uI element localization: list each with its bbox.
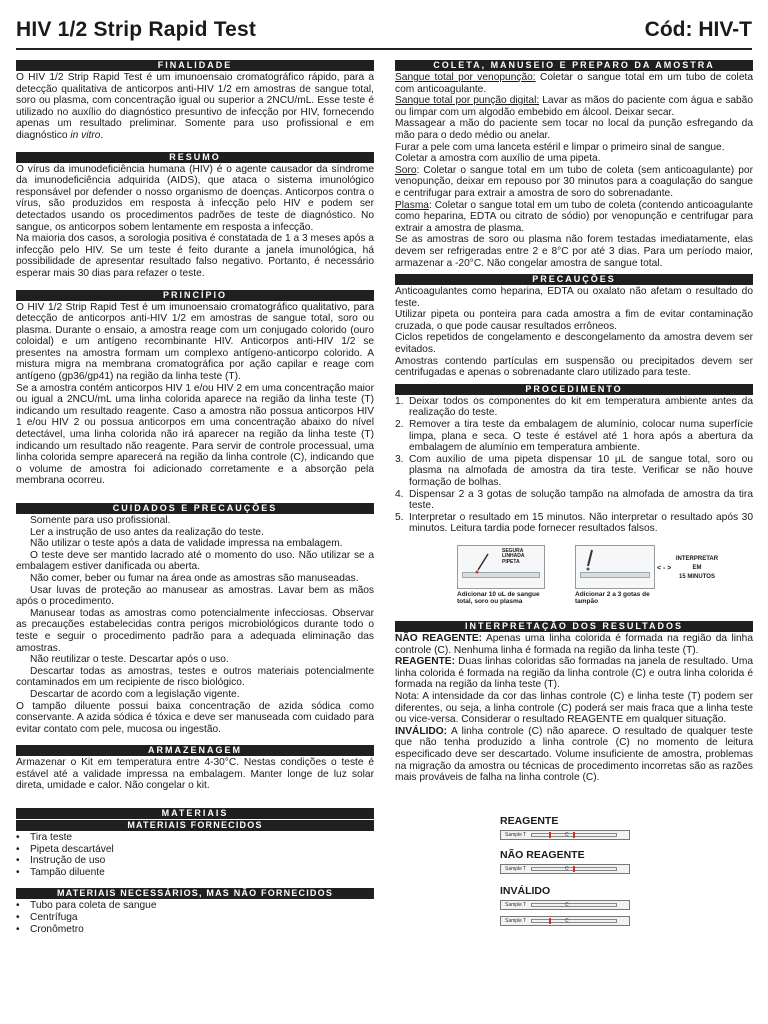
coleta-soro: Soro: Coletar o sangue total em um tubo de coleta (sem anticoagulante) por venopunção, deixar em repouso por 30 minutos para a coagulação do sangue e centrifugar para extrair a amostra de soro do sobrenadante.: [395, 164, 753, 199]
pipette-label: SEGURA LINHADA PIPETA: [502, 547, 525, 565]
result-label-reagente: REAGENTE: [500, 814, 559, 827]
coleta-venopuncao: Sangue total por venopunção: Coletar o sangue total em um tubo de coleta com anticoagulante.: [395, 72, 753, 95]
result-label-invalido: INVÁLIDO: [500, 884, 551, 897]
results-figure: [395, 816, 753, 946]
dropper-icon: [576, 546, 656, 590]
strip-illustration-sample: [457, 545, 545, 589]
caption-add-sample: Adicionar 10 uL de sangue total, soro ou plasma: [457, 590, 540, 606]
section-heading-finalidade: FINALIDADE: [16, 60, 374, 71]
result-label-nao-reagente: NÃO REAGENTE: [500, 848, 585, 861]
principio-p1: O HIV 1/2 Strip Rapid Test é um imunoensaio cromatográfico qualitativo, para detecção de anticorpos anti-HIV 1/2 em amostras de sangue total, soro ou plasma. Durante o ensaio, a amostra reage com um conjugado colorido (ouro coloidal) e um antígeno recombinante HIV. Anticorpos anti-HIV 1/2 se presentes na amostra formam um complexo antígeno-anticorpo colorido. A mistura migra na membrana cromatográfica por ação capilar e reage com antígeno (gp36/gp41) na região da linha teste (T).: [16, 301, 374, 383]
result-strip-nao-reagente: Sample T C: [500, 864, 630, 874]
cuidados-item: Somente para uso profissional.: [30, 515, 171, 526]
procedimento-step: 2. Remover a tira teste da embalagem de alumínio, colocar numa superfície limpa, plana e seca. O teste é estável até 1 hora após a abertura da embalagem de alumínio em temperatura ambiente.: [395, 419, 753, 454]
section-heading-procedimento: PROCEDIMENTO: [395, 384, 753, 395]
section-heading-interpretacao: INTERPRETAÇÃO DOS RESULTADOS: [395, 621, 753, 632]
interpretacao-nao-reagente: NÃO REAGENTE: Apenas uma linha colorida é formada na região da linha controle (C). Nenhuma linha é formada na região da linha teste (T).: [395, 632, 753, 656]
right-column: [395, 60, 753, 946]
interpretacao-nota: Nota: A intensidade da cor das linhas controle (C) e linha teste (T) podem ser diferentes, ou seja, a linha controle (C) poderá ser mais fraca que a linha teste ou vice-versa. Considerar o resultado REAGENTE em qualquer situação.: [395, 690, 753, 726]
cuidados-item: Manusear todas as amostras como potencialmente infecciosas. Observar as precauções estabelecidas contra perigos microbiológicos durante todo o teste e seguir o procedimento padrão para a adequada eliminação das amostras.: [16, 607, 374, 654]
left-column: [16, 60, 374, 935]
coleta-digital-p4: Coletar a amostra com auxílio de uma pipeta.: [395, 153, 601, 165]
result-strip-reagente: Sample T C: [500, 830, 630, 840]
list-item: • Cronômetro: [16, 924, 374, 936]
materiais-nao-fornecidos-list: [16, 900, 374, 935]
cuidados-item: Ler a instrução de uso antes da realização do teste.: [30, 526, 264, 538]
list-item: • Centrífuga: [16, 912, 374, 924]
precaucoes-item: Ciclos repetidos de congelamento e descongelamento da amostra devem ser evitados.: [395, 332, 753, 356]
cuidados-item: Não reutilizar o teste. Descartar após o uso.: [30, 654, 229, 666]
procedimento-step: 4. Dispensar 2 a 3 gotas de solução tampão na almofada de amostra da tira teste.: [395, 488, 753, 512]
section-heading-cuidados: CUIDADOS E PRECAUÇÕES: [16, 503, 374, 514]
caption-add-buffer: Adicionar 2 a 3 gotas de tampão: [575, 590, 650, 606]
precaucoes-item: Utilizar pipeta ou ponteira para cada amostra a fim de evitar contaminação cruzada, o que pode causar resultados errôneos.: [395, 309, 753, 332]
procedure-figure: [395, 543, 753, 621]
coleta-storage: Se as amostras de soro ou plasma não forem testadas imediatamente, elas devem ser refrigeradas entre 2 e 8°C por até 3 dias. Para um período maior, armazenar a -20°C. Não congelar amostra de sangue total.: [395, 234, 753, 269]
list-item: • Instrução de uso: [16, 855, 374, 867]
cuidados-item: Descartar de acordo com a legislação vigente.: [30, 688, 240, 700]
resumo-p1: O vírus da imunodeficiência humana (HIV) é o agente causador da síndrome da imunodeficiência adquirida (AIDS), que ataca o sistema imunológico responsável por defender o nosso organismo de doenças. Anticorpos contra o vírus, são produzidos em resposta à infecção pelo HIV e podem ser detectados usando os procedimentos padrões de teste de diagnóstico. No sangue, os anticorpos sobem lentamente em resposta a infecção.: [16, 163, 374, 233]
cuidados-item: Não comer, beber ou fumar na área onde as amostras são manuseadas.: [30, 572, 359, 584]
section-heading-precaucoes: PRECAUÇÕES: [395, 274, 753, 285]
finalidade-text: O HIV 1/2 Strip Rapid Test é um imunoensaio cromatográfico rápido, para a detecção qualitativa de anticorpos anti-HIV 1/2 em amostras de sangue total, soro ou plasma, com concentração igual ou superior a 2NCU/mL. Esse teste é utilizado no auxílio do diagnóstico presuntivo de infecção por HIV, fornecendo apenas um resultado preliminar. Somente para uso profissional e em diagnóstico in vitro.: [16, 72, 374, 141]
list-item: • Tubo para coleta de sangue: [16, 900, 374, 912]
page-header: [16, 18, 752, 50]
cuidados-item: O tampão diluente possui baixa concentração de azida sódica como conservante. A azida sódica é tóxica e deve ser manuseada com cuidado para evitar contato com pele, mucosa ou ingestão.: [16, 700, 374, 735]
materiais-fornecidos-list: [16, 832, 374, 878]
strip-illustration-buffer: [575, 545, 655, 589]
result-strip-invalido-2: Sample T C: [500, 916, 630, 926]
section-heading-principio: PRINCÍPIO: [16, 290, 374, 301]
procedimento-step: 5. Interpretar o resultado em 15 minutos. Não interpretar o resultado após 30 minutos. Leitura tardia pode fornecer resultados falsos.: [395, 511, 753, 535]
section-heading-coleta: COLETA, MANUSEIO E PREPARO DA AMOSTRA: [395, 60, 753, 71]
list-item: • Tampão diluente: [16, 867, 374, 879]
subheading-materiais-fornecidos: MATERIAIS FORNECIDOS: [16, 820, 374, 831]
coleta-plasma: Plasma: Coletar o sangue total em um tubo de coleta (contendo anticoagulante como heparina, EDTA ou citrato de sódio) por venopunção e centrifugar para extrair a amostra de plasma.: [395, 199, 753, 234]
interpretacao-invalido: INVÁLIDO: A linha controle (C) não aparece. O resultado de qualquer teste que não tenha produzido a linha controle (C) no momento de leitura especificado deve ser descartado. Volume insuficiente de amostra, problemas na migração da amostra ou técnicas de procedimento incorretas são as razões mais prováveis de falha na linha controle (C).: [395, 725, 753, 784]
cuidados-item: Usar luvas de proteção ao manusear as amostras. Lavar bem as mãos após o procedimento.: [16, 584, 374, 608]
subheading-materiais-nao-fornecidos: MATERIAIS NECESSÁRIOS, MAS NÃO FORNECIDOS: [16, 888, 374, 899]
interpretacao-reagente: REAGENTE: Duas linhas coloridas são formadas na janela de resultado. Uma linha colorida é formada na região da linha controle (C) e outra linha colorida é formada na região da linha teste (T).: [395, 656, 753, 691]
procedimento-step: 1. Deixar todos os componentes do kit em temperatura ambiente antes da realização do teste.: [395, 395, 753, 419]
section-heading-materiais: MATERIAIS: [16, 808, 374, 819]
list-item: • Pipeta descartável: [16, 844, 374, 856]
procedimento-steps: [395, 396, 753, 535]
section-heading-armazenagem: ARMAZENAGEM: [16, 745, 374, 756]
coleta-digital-p3: Furar a pele com uma lanceta estéril e limpar o primeiro sinal de sangue.: [395, 141, 725, 153]
cuidados-item: Descartar todas as amostras, testes e outros materiais potencialmente contaminados em um recipiente de risco biológico.: [16, 665, 374, 689]
cuidados-list: [16, 515, 374, 735]
coleta-digital: Sangue total por punção digital: Lavar as mãos do paciente com água e sabão ou limpar com um algodão embebido em álcool. Deixar secar.: [395, 95, 753, 118]
cuidados-item: O teste deve ser mantido lacrado até o momento do uso. Não utilizar se a embalagem estiver danificada ou aberta.: [16, 549, 374, 573]
coleta-digital-p2: Massagear a mão do paciente sem tocar no local da punção esfregando da mão para o dedo médio ou anelar.: [395, 118, 753, 141]
armazenagem-text: Armazenar o Kit em temperatura entre 4-30°C. Nestas condições o teste é estável até a validade impressa na embalagem. Manter longe de luz solar direta, umidade e calor. Não congelar o kit.: [16, 757, 374, 792]
precaucoes-item: Amostras contendo partículas em suspensão ou precipitados devem ser centrifugadas e apenas o sobrenadante claro utilizado para teste.: [395, 355, 753, 379]
procedimento-step: 3. Com auxílio de uma pipeta dispensar 10 µL de sangue total, soro ou plasma na almofada de amostra da tira teste. Verificar se não houve formação de bolhas.: [395, 453, 753, 488]
list-item: • Tira teste: [16, 832, 374, 844]
result-strip-invalido-1: Sample T C: [500, 900, 630, 910]
arrow-glyph: < - >: [657, 564, 672, 572]
document-title: HIV 1/2 Strip Rapid Test: [16, 18, 257, 41]
interpret-label: INTERPRETAR EM 15 MINUTOS: [675, 555, 719, 580]
cuidados-item: Não utilizar o teste após a data de validade impressa na embalagem.: [30, 538, 343, 550]
section-heading-resumo: RESUMO: [16, 152, 374, 163]
precaucoes-item: Anticoagulantes como heparina, EDTA ou oxalato não afetam o resultado do teste.: [395, 286, 753, 309]
product-code: Cód: HIV-T: [644, 18, 752, 41]
resumo-p2: Na maioria dos casos, a sorologia positiva é constatada de 1 a 3 meses após a infecção pelo HIV. Se um teste é feito durante a janela imunológica, há possibilidade de apresentar resultado falso negativo. Portanto, é necessário esperar mais 30 dias para refazer o teste.: [16, 233, 374, 279]
principio-p2: Se a amostra contém anticorpos HIV 1 e/ou HIV 2 em uma concentração maior ou igual a 2NCU/mL uma linha colorida aparece na região da linha teste (T) indicando um resultado reagente. Caso a amostra não possua anticorpos HIV 1 e/ou HIV 2 ou possua anticorpos em uma concentração abaixo do nível detectável, uma linha colorida não irá aparecer na região da linha teste (T) indicando um resultado não reagente. Para servir de controle processual, uma linha colorida sempre aparecerá na região da linha controle (C), indicando que o volume de amostra foi adicionado corretamente e a absorção pela membrana ocorreu.: [16, 382, 374, 487]
